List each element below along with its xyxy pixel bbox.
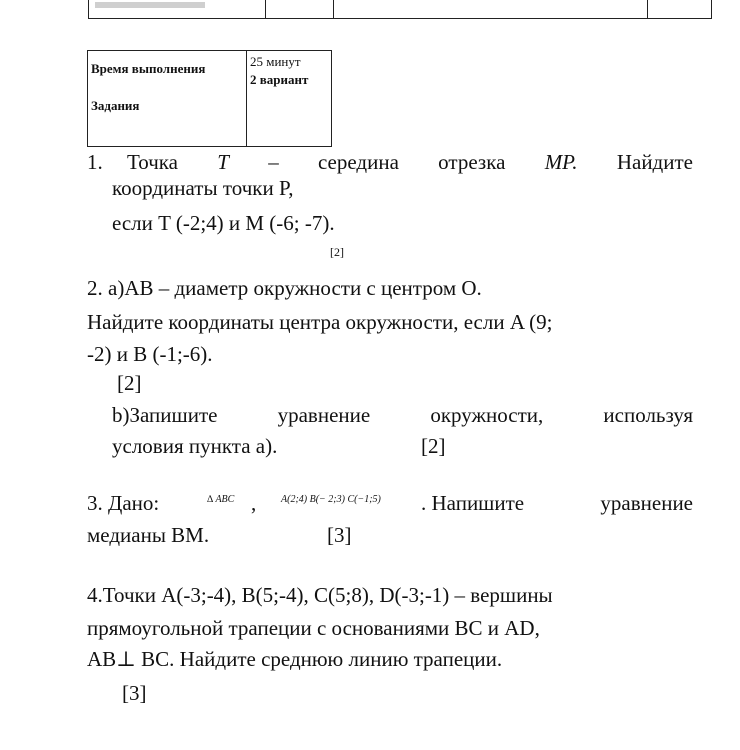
task4-line3: AB⊥ BC. Найдите среднюю линию трапеции. xyxy=(87,647,503,671)
task3-comma: , xyxy=(251,491,257,515)
task1-marks: [2] xyxy=(330,245,344,259)
task3-line2: медианы ВМ. xyxy=(87,523,210,547)
task3-marks: [3] xyxy=(327,523,352,547)
time-label: Время выполнения xyxy=(91,61,206,76)
variant-label: 2 вариант xyxy=(250,72,309,87)
tasks-label: Задания xyxy=(91,98,140,113)
task2-b-line2: условия пункта а). xyxy=(112,434,278,458)
task2-marks-b: [2] xyxy=(421,434,446,458)
task2-line2: Найдите координаты центра окружности, если A (9; xyxy=(87,310,553,334)
task1-line2: координаты точки P, xyxy=(112,176,294,200)
info-table xyxy=(87,50,332,147)
task3-points: A(2;4) B(− 2;3) C(−1;5) xyxy=(281,494,381,505)
time-value: 25 минут xyxy=(250,54,301,69)
previous-table-fragment xyxy=(88,0,712,19)
task2-b-line1: b)Запишите уравнение окружности, используя xyxy=(112,403,693,427)
task3-lead: 3. Дано: xyxy=(87,491,160,515)
task4-line2: прямоугольной трапеции с основаниями BC и AD, xyxy=(87,616,540,640)
task4-marks: [3] xyxy=(122,681,147,705)
task2-line3: -2) и B (-1;-6). xyxy=(87,342,213,366)
task2-marks-a: [2] xyxy=(117,371,142,395)
task1-line1-words: Точка T – середина отрезка MP. Найдите xyxy=(127,150,693,174)
task3-tail: . Напишите уравнение xyxy=(421,491,693,515)
task2-line1: 2. a)AB – диаметр окружности с центром O. xyxy=(87,276,482,300)
task3-triangle: ∆ ABC xyxy=(207,494,235,505)
cropped-text xyxy=(95,2,205,8)
task4-line1: 4.Точки A(-3;-4), B(5;-4), C(5;8), D(-3;-1) – вершины xyxy=(87,583,553,607)
task1-number: 1. xyxy=(87,150,103,174)
task1-line3: если T (-2;4) и M (-6; -7). xyxy=(112,211,335,235)
